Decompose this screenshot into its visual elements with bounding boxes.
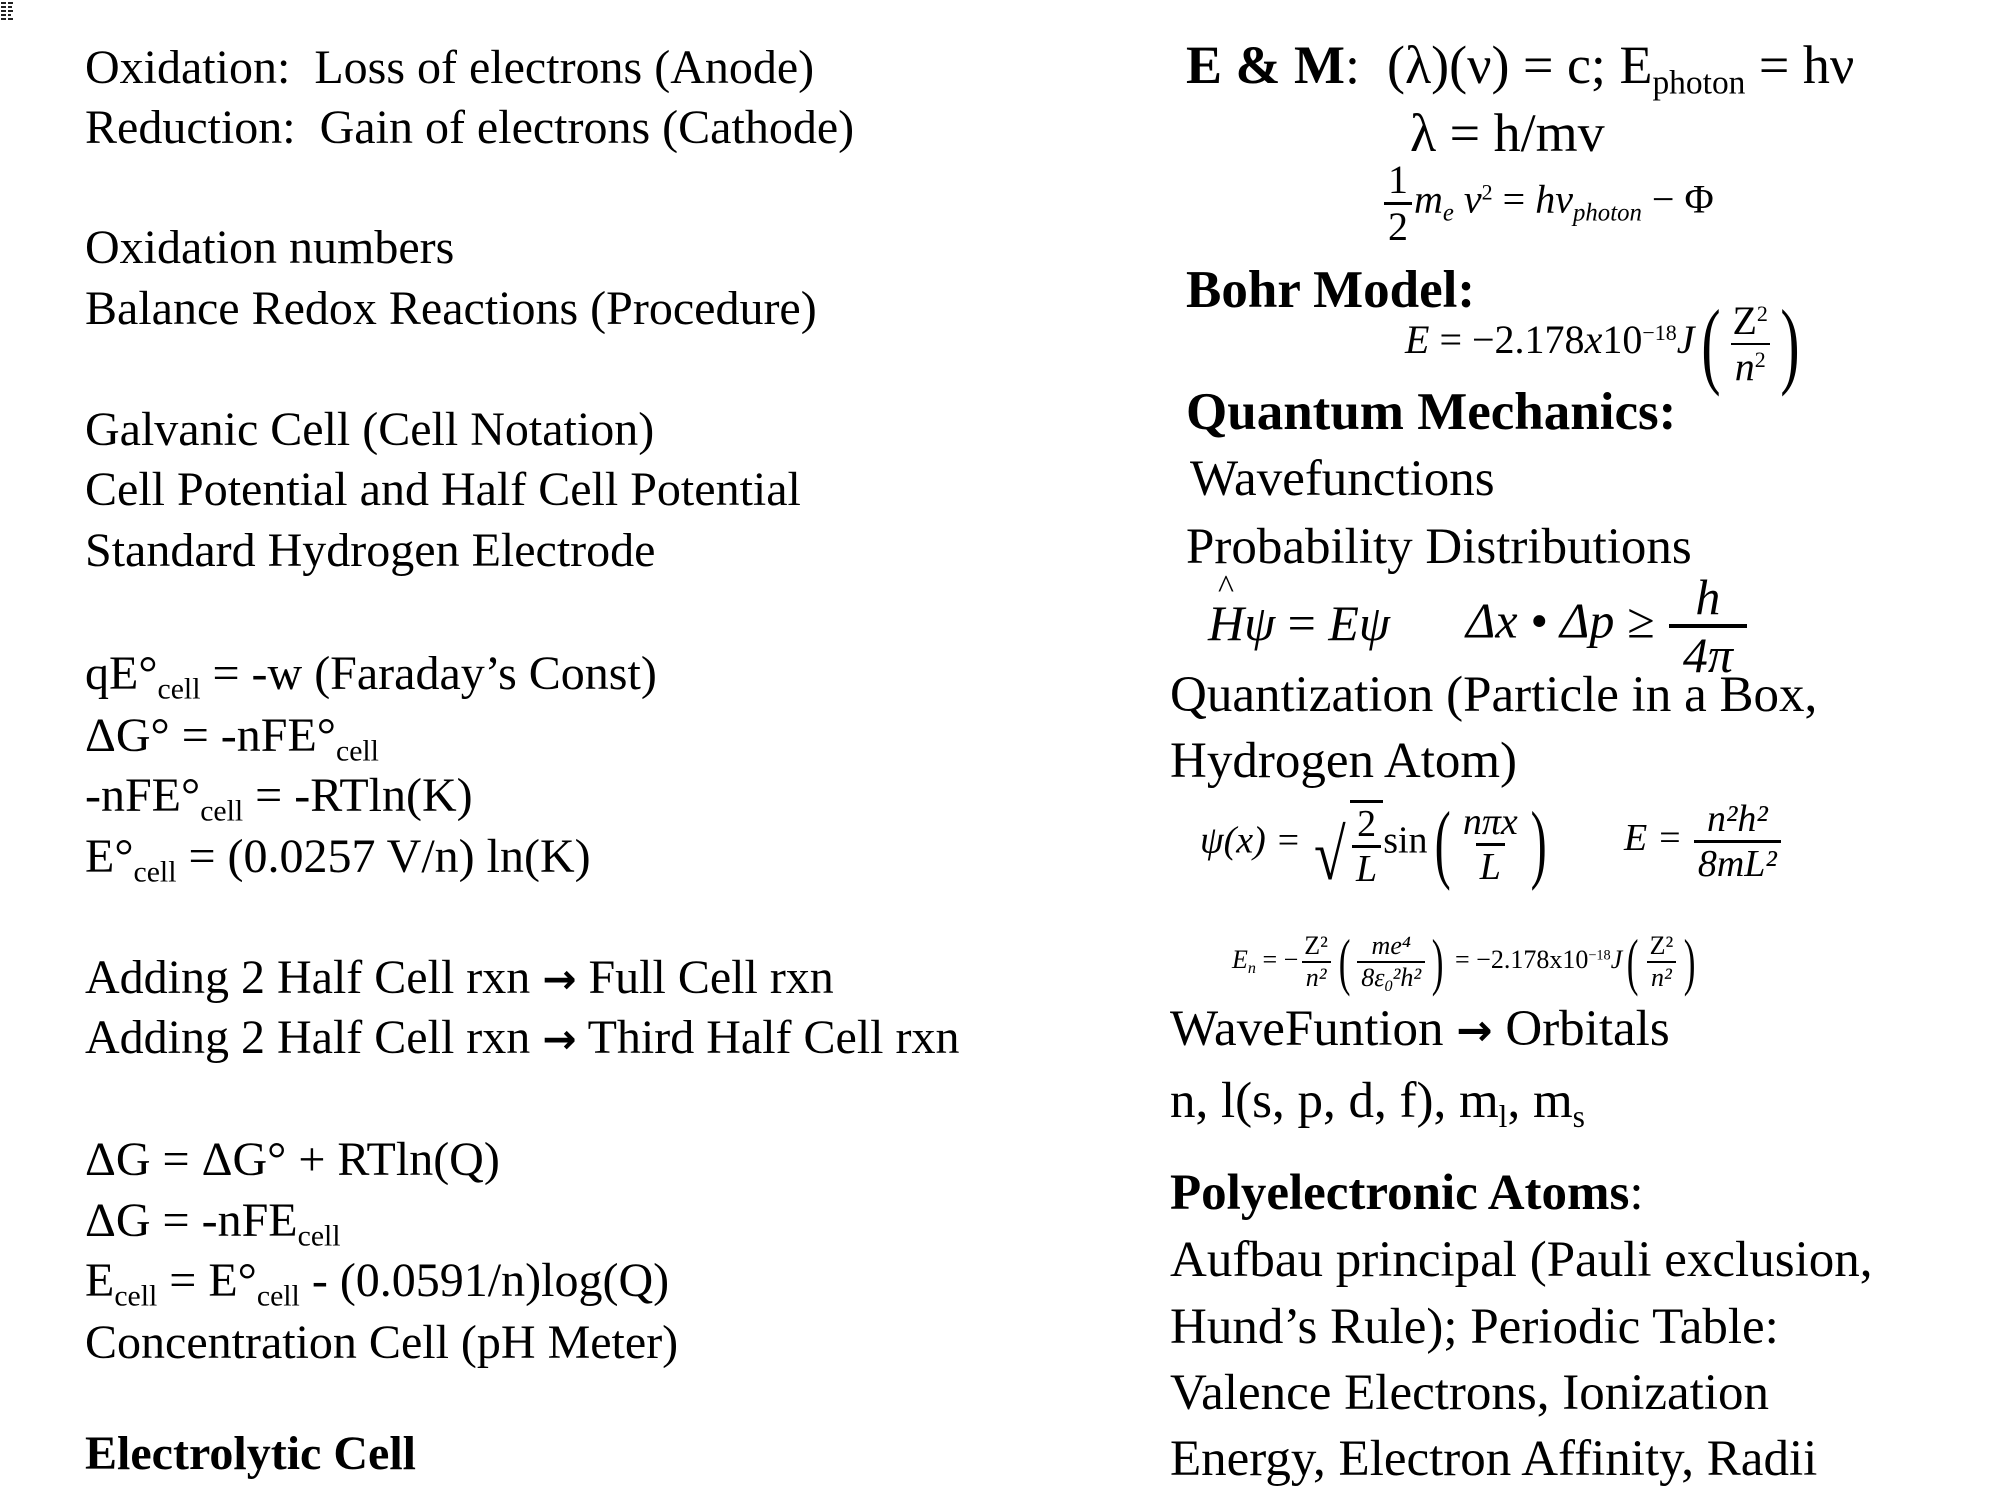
oxidation-label: Oxidation: xyxy=(85,41,291,94)
quantization-line-1: Quantization (Particle in a Box, xyxy=(1170,667,1818,723)
eq-text: qE° xyxy=(85,647,158,700)
fraction xyxy=(1459,800,1522,888)
mass: m xyxy=(1414,176,1443,222)
fraction xyxy=(1352,805,1381,888)
eq-text: Full Cell rxn xyxy=(576,951,834,1004)
eq-text: Adding 2 Half Cell rxn xyxy=(85,951,543,1004)
numerator: Z² xyxy=(1304,931,1328,960)
reduction-text: Gain of electrons (Cathode) xyxy=(319,101,855,154)
poly-line: Hund’s Rule); Periodic Table: xyxy=(1170,1299,1779,1355)
hydrogen-energy-equation: $E_n$ = − $\frac{\text{Z²}}{\text{n²}}$ ( $\frac{\text{me⁴}}{8\varepsilon_0^2h^2}$ ) = $-2.178x10^{-18}J$( $\frac{\text{Z²}}{\text{n²}}$ ) xyxy=(1232,926,1696,997)
polyelectronic-heading-line xyxy=(1170,1165,1644,1221)
eq-text: 10 xyxy=(1602,317,1643,363)
denominator: 8ε xyxy=(1361,963,1385,992)
right-arrow-icon: → xyxy=(1456,1006,1493,1056)
document-lines-icon xyxy=(0,0,14,20)
superscript: 2 xyxy=(1756,300,1768,326)
fraction xyxy=(1300,933,1332,991)
subscript: cell xyxy=(200,794,244,828)
eq-text: x xyxy=(1584,317,1603,363)
hat-accent: ^ xyxy=(1218,569,1234,606)
bohr-equation: $E = -2.178x10^{-18}J$( $\frac{Z^2}{n^2}$ ) xyxy=(1405,290,1800,397)
superscript: 2 xyxy=(1481,179,1493,205)
reduction-definition xyxy=(85,101,855,154)
subscript: cell xyxy=(256,1279,300,1313)
numerator: Z² xyxy=(1649,931,1674,960)
eq-text: - (0.0591/n)log(Q) xyxy=(299,1254,670,1307)
hamiltonian xyxy=(1208,569,1245,651)
eq-text: WaveFuntion xyxy=(1170,1001,1457,1057)
eq-text: ψ(x) = xyxy=(1200,819,1311,862)
cell-potential: Cell Potential and Half Cell Potential xyxy=(85,463,801,516)
wavefunction-orbitals xyxy=(1170,1001,1670,1057)
eq-text: = E° xyxy=(157,1254,257,1307)
numerator: h xyxy=(1695,569,1721,625)
subscript: e xyxy=(1442,199,1454,227)
poly-line: Aufbau principal (Pauli exclusion, xyxy=(1170,1232,1873,1288)
probability-distributions: Probability Distributions xyxy=(1186,519,1692,575)
numerator: 2 xyxy=(1357,803,1377,845)
eq-text: H xyxy=(1208,595,1245,651)
denominator: L xyxy=(1476,843,1505,886)
subscript: 0 xyxy=(1384,978,1393,996)
subscript: photon xyxy=(1573,199,1642,227)
eq-text: , m xyxy=(1507,1073,1573,1129)
eq-text: ψ xyxy=(1358,595,1390,651)
oxidation-text: Loss of electrons (Anode) xyxy=(314,41,815,94)
subscript: cell xyxy=(114,1279,158,1313)
galvanic-cell: Galvanic Cell (Cell Notation) xyxy=(85,403,655,456)
oxidation-numbers: Oxidation numbers xyxy=(85,221,455,274)
eq-text: J xyxy=(1676,317,1695,363)
fraction xyxy=(1646,933,1678,991)
fraction xyxy=(1728,298,1771,389)
fraction xyxy=(1384,157,1412,249)
eq-text: Orbitals xyxy=(1492,1001,1670,1057)
subscript: n xyxy=(1247,960,1256,978)
equation-faraday xyxy=(85,647,657,706)
eq-text: E xyxy=(1232,944,1248,974)
fraction xyxy=(1357,931,1425,996)
eq-text: = (0.0257 V/n) ln(K) xyxy=(176,830,591,883)
oxidation-definition xyxy=(85,41,815,94)
denominator: 8mL² xyxy=(1694,840,1781,883)
superscript: 2 xyxy=(1754,346,1766,372)
eq-text: J xyxy=(1610,944,1623,974)
standard-hydrogen-electrode: Standard Hydrogen Electrode xyxy=(85,524,656,577)
superscript: −18 xyxy=(1588,947,1611,964)
particle-in-box-energy xyxy=(1624,800,1783,883)
eq-text: Adding 2 Half Cell rxn xyxy=(85,1011,543,1064)
subscript: cell xyxy=(336,734,379,768)
equation-rtlnk xyxy=(85,769,473,828)
superscript: −18 xyxy=(1642,320,1677,345)
denominator: L xyxy=(1352,845,1381,888)
photoelectric-equation xyxy=(1382,157,1714,249)
eq-text: Δx • Δp ≥ xyxy=(1466,592,1667,649)
poly-line: Energy, Electron Affinity, Radii xyxy=(1170,1431,1818,1487)
particle-in-box-wavefunction: ψ(x) = √ $\frac{2}{L}$ sin( $\frac{\text{nπx}}{L}$ ) xyxy=(1200,795,1547,896)
colon: : xyxy=(1629,1165,1644,1221)
quantum-numbers xyxy=(1170,1073,1585,1135)
poly-line: Valence Electrons, Ionization xyxy=(1170,1365,1770,1421)
equation-ecell-lnk xyxy=(85,830,591,889)
adding-half-cells-third xyxy=(85,1011,960,1064)
adding-half-cells-full xyxy=(85,951,834,1004)
eq-text: = −2.178 xyxy=(1429,317,1585,363)
right-arrow-icon: → xyxy=(542,955,577,1003)
fraction xyxy=(1669,569,1747,683)
numerator: 1 xyxy=(1388,157,1408,202)
eq-text: E xyxy=(1405,317,1430,363)
eq-text: n, l(s, p, d, f), m xyxy=(1170,1073,1499,1129)
denominator: 4π xyxy=(1669,624,1747,680)
equation-gibbs-q: ΔG = ΔG° + RTln(Q) xyxy=(85,1133,500,1186)
uncertainty-principle xyxy=(1466,569,1749,683)
equation-nernst xyxy=(85,1254,670,1313)
em-line xyxy=(1186,35,1855,102)
velocity: v xyxy=(1463,176,1482,222)
eq-text: E xyxy=(1328,595,1359,651)
electrolytic-cell-heading: Electrolytic Cell xyxy=(85,1427,416,1480)
subscript: l xyxy=(1498,1099,1508,1135)
eq-text: hv xyxy=(1535,176,1573,222)
numerator: n²h² xyxy=(1706,798,1768,840)
eq-text: -nFE° xyxy=(85,769,201,822)
polyelectronic-heading: Polyelectronic Atoms xyxy=(1170,1165,1630,1221)
colon: : xyxy=(1344,35,1360,95)
eq-text: Third Half Cell rxn xyxy=(576,1011,960,1064)
em-heading: E & M xyxy=(1186,35,1345,95)
sin-function: sin xyxy=(1383,819,1428,862)
equals: = xyxy=(1275,595,1329,651)
wavefunctions: Wavefunctions xyxy=(1190,451,1495,507)
subscript: cell xyxy=(133,855,177,889)
eq-text: E = xyxy=(1624,817,1692,860)
numerator: Z xyxy=(1732,298,1757,343)
denominator: ²h² xyxy=(1392,963,1422,992)
fraction xyxy=(1694,800,1781,883)
numerator: me⁴ xyxy=(1371,931,1411,960)
concentration-cell: Concentration Cell (pH Meter) xyxy=(85,1316,679,1369)
denominator: n² xyxy=(1647,961,1676,991)
eq-text: ψ xyxy=(1244,595,1276,651)
eq-text: − Φ xyxy=(1641,176,1714,222)
equation-gibbs-standard xyxy=(85,709,379,768)
eq-text: E xyxy=(85,1254,115,1307)
eq-text: = -w (Faraday’s Const) xyxy=(200,647,657,700)
eq-text: ΔG° = -nFE° xyxy=(85,709,336,762)
subscript: cell xyxy=(297,1219,341,1253)
denominator: n² xyxy=(1302,961,1331,991)
equals: = xyxy=(1492,176,1536,222)
qm-heading: Quantum Mechanics: xyxy=(1186,383,1677,441)
eq-text: = -RTln(K) xyxy=(243,769,473,822)
right-arrow-icon: → xyxy=(542,1015,577,1063)
bohr-heading: Bohr Model: xyxy=(1186,261,1476,319)
reduction-label: Reduction: xyxy=(85,101,296,154)
denominator: n xyxy=(1734,344,1755,389)
eq-text: = −2.178x10 xyxy=(1448,944,1589,974)
numerator: nπx xyxy=(1462,800,1518,843)
subscript: photon xyxy=(1652,64,1746,102)
eq-text: ΔG = -nFE xyxy=(85,1194,298,1247)
eq-text: = − xyxy=(1255,944,1299,974)
equation-gibbs-ecell xyxy=(85,1194,341,1253)
balance-redox: Balance Redox Reactions (Procedure) xyxy=(85,282,817,335)
quantization-line-2: Hydrogen Atom) xyxy=(1170,733,1518,789)
denominator: 2 xyxy=(1384,202,1412,247)
eq-text: = hν xyxy=(1745,35,1855,95)
subscript: cell xyxy=(157,672,201,706)
square-root: √ $\frac{2}{L}$ xyxy=(1310,800,1383,888)
subscript: s xyxy=(1572,1099,1585,1135)
eq-text: E° xyxy=(85,830,134,883)
eq-text: (λ)(ν) = c; E xyxy=(1386,35,1653,95)
schrodinger-equation xyxy=(1208,569,1390,651)
de-broglie-equation: λ = h/mv xyxy=(1410,103,1605,163)
